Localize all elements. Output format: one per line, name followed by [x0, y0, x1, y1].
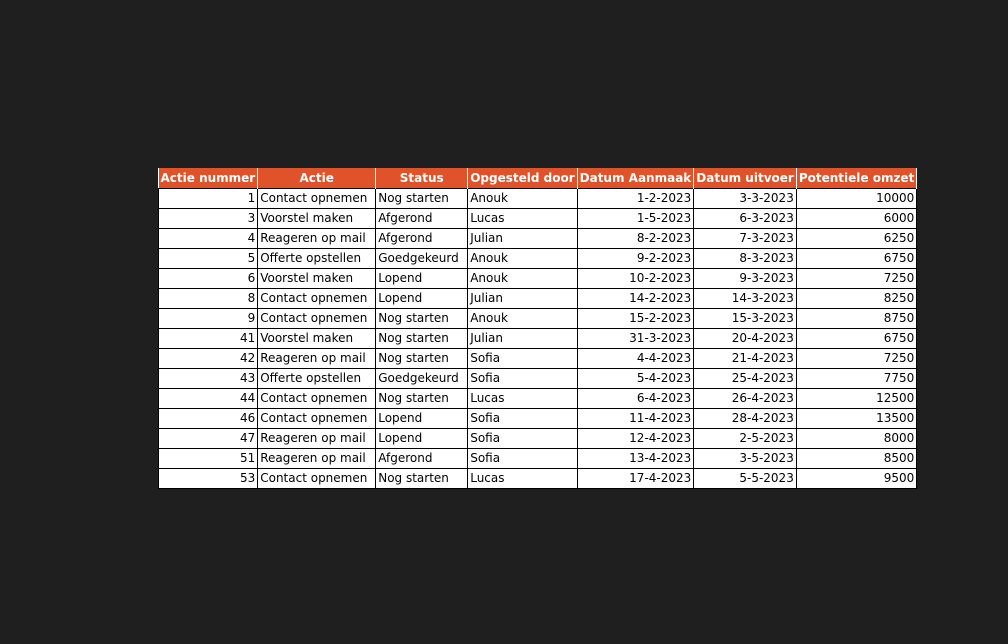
cell-actie[interactable]: Contact opnemen: [258, 309, 376, 329]
cell-actie[interactable]: Contact opnemen: [258, 389, 376, 409]
cell-opgesteld-door[interactable]: Lucas: [468, 389, 577, 409]
table-row: [159, 189, 917, 209]
cell-datum-uitvoer[interactable]: 6-3-2023: [694, 209, 797, 229]
table-row: [159, 309, 917, 329]
cell-potentiele-omzet[interactable]: 9500: [796, 469, 916, 489]
cell-actie[interactable]: Reageren op mail: [258, 229, 376, 249]
cell-actie-nummer[interactable]: 47: [159, 429, 258, 449]
cell-status[interactable]: Nog starten: [376, 189, 468, 209]
header-datum-uitvoer[interactable]: Datum uitvoer: [694, 168, 797, 189]
table-row: [159, 449, 917, 469]
cell-status[interactable]: Nog starten: [376, 349, 468, 369]
table-row: [159, 229, 917, 249]
cell-opgesteld-door[interactable]: Julian: [468, 229, 577, 249]
header-datum-aanmaak[interactable]: Datum Aanmaak: [577, 168, 694, 189]
cell-datum-aanmaak[interactable]: 5-4-2023: [577, 369, 694, 389]
actions-table: [158, 168, 917, 489]
cell-actie-nummer[interactable]: 6: [159, 269, 258, 289]
cell-actie-nummer[interactable]: 42: [159, 349, 258, 369]
cell-datum-uitvoer[interactable]: 7-3-2023: [694, 229, 797, 249]
cell-datum-aanmaak[interactable]: 8-2-2023: [577, 229, 694, 249]
cell-actie[interactable]: Contact opnemen: [258, 189, 376, 209]
cell-status[interactable]: Nog starten: [376, 469, 468, 489]
cell-opgesteld-door[interactable]: Sofia: [468, 349, 577, 369]
cell-opgesteld-door[interactable]: Lucas: [468, 209, 577, 229]
cell-opgesteld-door[interactable]: Lucas: [468, 469, 577, 489]
cell-datum-uitvoer[interactable]: 28-4-2023: [694, 409, 797, 429]
cell-datum-aanmaak[interactable]: 13-4-2023: [577, 449, 694, 469]
table-row: [159, 429, 917, 449]
cell-actie-nummer[interactable]: 3: [159, 209, 258, 229]
cell-status[interactable]: Lopend: [376, 429, 468, 449]
table-row: [159, 249, 917, 269]
table-body: [159, 189, 917, 489]
cell-opgesteld-door[interactable]: Julian: [468, 329, 577, 349]
cell-actie-nummer[interactable]: 41: [159, 329, 258, 349]
cell-datum-uitvoer[interactable]: 21-4-2023: [694, 349, 797, 369]
cell-actie[interactable]: Contact opnemen: [258, 469, 376, 489]
cell-potentiele-omzet[interactable]: 8250: [796, 289, 916, 309]
cell-actie[interactable]: Contact opnemen: [258, 289, 376, 309]
cell-status[interactable]: Afgerond: [376, 449, 468, 469]
cell-potentiele-omzet[interactable]: 8000: [796, 429, 916, 449]
cell-datum-aanmaak[interactable]: 14-2-2023: [577, 289, 694, 309]
table-row: [159, 329, 917, 349]
cell-datum-uitvoer[interactable]: 5-5-2023: [694, 469, 797, 489]
cell-actie[interactable]: Reageren op mail: [258, 449, 376, 469]
header-potentiele-omzet[interactable]: Potentiele omzet: [796, 168, 916, 189]
cell-actie-nummer[interactable]: 44: [159, 389, 258, 409]
cell-status[interactable]: Goedgekeurd: [376, 369, 468, 389]
cell-datum-aanmaak[interactable]: 15-2-2023: [577, 309, 694, 329]
cell-actie[interactable]: Voorstel maken: [258, 329, 376, 349]
cell-datum-aanmaak[interactable]: 11-4-2023: [577, 409, 694, 429]
table-row: [159, 409, 917, 429]
cell-datum-uitvoer[interactable]: 20-4-2023: [694, 329, 797, 349]
cell-actie-nummer[interactable]: 1: [159, 189, 258, 209]
cell-datum-aanmaak[interactable]: 10-2-2023: [577, 269, 694, 289]
cell-actie[interactable]: Voorstel maken: [258, 269, 376, 289]
cell-datum-aanmaak[interactable]: 17-4-2023: [577, 469, 694, 489]
cell-actie-nummer[interactable]: 8: [159, 289, 258, 309]
cell-datum-uitvoer[interactable]: 9-3-2023: [694, 269, 797, 289]
cell-actie-nummer[interactable]: 43: [159, 369, 258, 389]
cell-datum-uitvoer[interactable]: 14-3-2023: [694, 289, 797, 309]
cell-status[interactable]: Lopend: [376, 269, 468, 289]
cell-datum-uitvoer[interactable]: 26-4-2023: [694, 389, 797, 409]
table-row: [159, 469, 917, 489]
table-row: [159, 269, 917, 289]
cell-datum-aanmaak[interactable]: 6-4-2023: [577, 389, 694, 409]
cell-actie[interactable]: Contact opnemen: [258, 409, 376, 429]
cell-datum-uitvoer[interactable]: 25-4-2023: [694, 369, 797, 389]
cell-actie[interactable]: Reageren op mail: [258, 429, 376, 449]
cell-actie-nummer[interactable]: 5: [159, 249, 258, 269]
cell-opgesteld-door[interactable]: Anouk: [468, 189, 577, 209]
cell-potentiele-omzet[interactable]: 6000: [796, 209, 916, 229]
cell-potentiele-omzet[interactable]: 7250: [796, 269, 916, 289]
cell-potentiele-omzet[interactable]: 8500: [796, 449, 916, 469]
cell-status[interactable]: Nog starten: [376, 389, 468, 409]
cell-datum-aanmaak[interactable]: 1-2-2023: [577, 189, 694, 209]
cell-actie-nummer[interactable]: 51: [159, 449, 258, 469]
cell-status[interactable]: Afgerond: [376, 229, 468, 249]
table-row: [159, 369, 917, 389]
cell-potentiele-omzet[interactable]: 7750: [796, 369, 916, 389]
cell-potentiele-omzet[interactable]: 12500: [796, 389, 916, 409]
cell-potentiele-omzet[interactable]: 8750: [796, 309, 916, 329]
cell-potentiele-omzet[interactable]: 6750: [796, 249, 916, 269]
cell-opgesteld-door[interactable]: Anouk: [468, 269, 577, 289]
cell-datum-aanmaak[interactable]: 1-5-2023: [577, 209, 694, 229]
cell-potentiele-omzet[interactable]: 10000: [796, 189, 916, 209]
cell-opgesteld-door[interactable]: Sofia: [468, 409, 577, 429]
cell-actie-nummer[interactable]: 46: [159, 409, 258, 429]
cell-status[interactable]: Nog starten: [376, 329, 468, 349]
cell-opgesteld-door[interactable]: Anouk: [468, 309, 577, 329]
cell-opgesteld-door[interactable]: Anouk: [468, 249, 577, 269]
cell-potentiele-omzet[interactable]: 7250: [796, 349, 916, 369]
table-row: [159, 349, 917, 369]
cell-datum-uitvoer[interactable]: 8-3-2023: [694, 249, 797, 269]
header-actie-nummer[interactable]: Actie nummer: [159, 168, 258, 189]
table-row: [159, 289, 917, 309]
cell-datum-uitvoer[interactable]: 15-3-2023: [694, 309, 797, 329]
header-status[interactable]: Status: [376, 168, 468, 189]
cell-datum-uitvoer[interactable]: 3-3-2023: [694, 189, 797, 209]
cell-potentiele-omzet[interactable]: 13500: [796, 409, 916, 429]
cell-status[interactable]: Nog starten: [376, 309, 468, 329]
cell-datum-aanmaak[interactable]: 9-2-2023: [577, 249, 694, 269]
header-opgesteld-door[interactable]: Opgesteld door: [468, 168, 577, 189]
cell-opgesteld-door[interactable]: Sofia: [468, 449, 577, 469]
cell-actie-nummer[interactable]: 9: [159, 309, 258, 329]
cell-status[interactable]: Lopend: [376, 409, 468, 429]
cell-potentiele-omzet[interactable]: 6250: [796, 229, 916, 249]
cell-actie[interactable]: Offerte opstellen: [258, 369, 376, 389]
cell-datum-aanmaak[interactable]: 31-3-2023: [577, 329, 694, 349]
cell-status[interactable]: Afgerond: [376, 209, 468, 229]
cell-datum-uitvoer[interactable]: 2-5-2023: [694, 429, 797, 449]
cell-status[interactable]: Lopend: [376, 289, 468, 309]
cell-datum-aanmaak[interactable]: 4-4-2023: [577, 349, 694, 369]
cell-datum-uitvoer[interactable]: 3-5-2023: [694, 449, 797, 469]
cell-opgesteld-door[interactable]: Sofia: [468, 429, 577, 449]
cell-actie[interactable]: Reageren op mail: [258, 349, 376, 369]
cell-opgesteld-door[interactable]: Julian: [468, 289, 577, 309]
cell-status[interactable]: Goedgekeurd: [376, 249, 468, 269]
cell-opgesteld-door[interactable]: Sofia: [468, 369, 577, 389]
cell-actie[interactable]: Offerte opstellen: [258, 249, 376, 269]
cell-actie-nummer[interactable]: 53: [159, 469, 258, 489]
cell-potentiele-omzet[interactable]: 6750: [796, 329, 916, 349]
cell-datum-aanmaak[interactable]: 12-4-2023: [577, 429, 694, 449]
table-row: [159, 209, 917, 229]
table-row: [159, 389, 917, 409]
header-actie[interactable]: Actie: [258, 168, 376, 189]
header-row: [159, 168, 917, 189]
cell-actie[interactable]: Voorstel maken: [258, 209, 376, 229]
cell-actie-nummer[interactable]: 4: [159, 229, 258, 249]
